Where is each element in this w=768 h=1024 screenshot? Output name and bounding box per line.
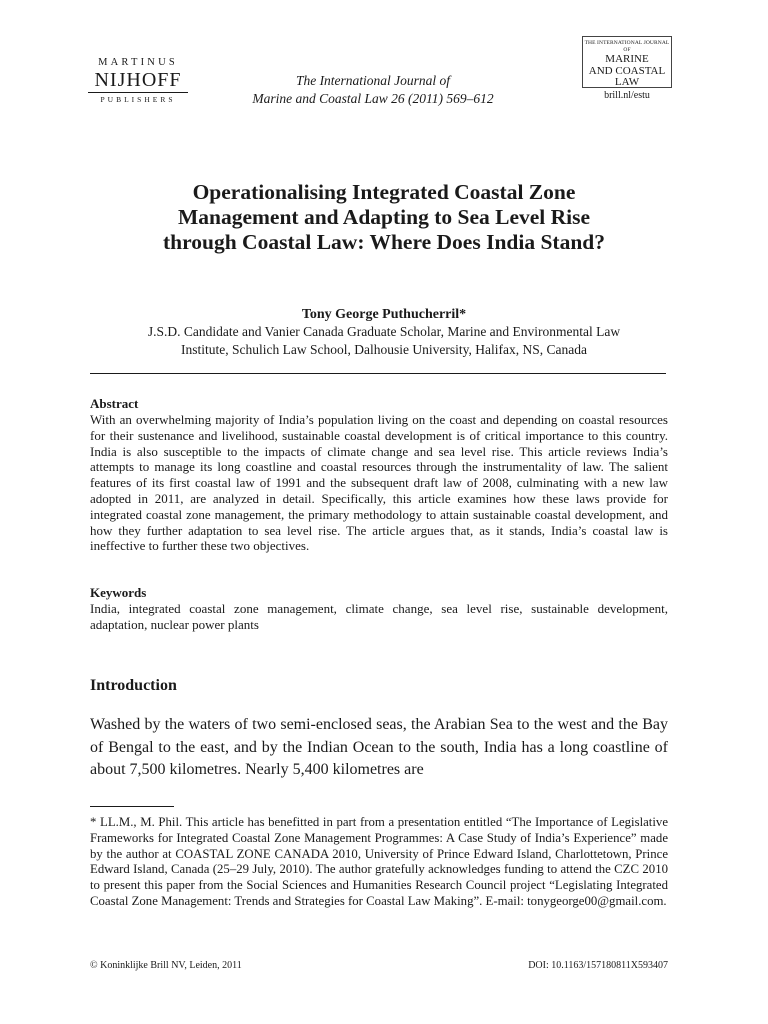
publisher-divider (88, 92, 188, 93)
author-affiliation (96, 323, 672, 359)
title-line3: through Coastal Law: Where Does India Stand? (162, 230, 606, 254)
title-line2: Management and Adapting to Sea Level Rise (177, 205, 591, 229)
introduction-heading: Introduction (90, 677, 177, 694)
affiliation-line2: Institute, Schulich Law School, Dalhousie University, Halifax, NS, Canada (181, 342, 587, 357)
affiliation-line1: J.S.D. Candidate and Vanier Canada Graduate Scholar, Marine and Environmental Law (147, 324, 621, 339)
badge-line1: MARINE (605, 53, 649, 65)
abstract-text: With an overwhelming majority of India’s population living on the coast and depending on coastal resources for their sustenance and livelihood, sustainable coastal development is of critical importance to this country. India is also susceptible to the impacts of climate change and sea level rise. This article reviews India’s attempts to manage its long coastline and coastal resources through the instrumentality of law. The salient features of its first coastal law of 1991 and the subsequent draft law of 2008, culminating with a new law adopted in 2011, are analyzed in detail. Specifically, this article examines how these laws provide for integrated coastal zone management, the primary methodology to attain sustainable coastal development, and how they further adaptation to sea level rise. The article argues that, as it stands, India’s coastal law is ineffective to further these two objectives. (90, 412, 668, 554)
footnote-divider (90, 806, 174, 807)
title-line1: Operationalising Integrated Coastal Zone (192, 180, 576, 204)
journal-header-line1: The International Journal of (295, 73, 451, 88)
badge-top: THE INTERNATIONAL JOURNAL OF (584, 40, 670, 53)
doi-reference[interactable]: DOI: 10.1163/157180811X593407 (528, 960, 668, 971)
keywords-text: India, integrated coastal zone management, climate change, sea level rise, sustainable development, adaptation, nuclear power plants (90, 601, 668, 632)
copyright-notice: © Koninklijke Brill NV, Leiden, 2011 (90, 960, 242, 971)
publisher-line1: MARTINUS (98, 57, 178, 68)
title-divider (90, 373, 666, 374)
journal-url[interactable]: brill.nl/estu (604, 90, 650, 101)
journal-header (200, 72, 546, 108)
publisher-logo (88, 57, 188, 104)
journal-header-line2: Marine and Coastal Law 26 (2011) 569–612 (252, 91, 494, 106)
abstract-heading: Abstract (90, 396, 139, 411)
journal-badge (582, 36, 672, 88)
author-name: Tony George Puthucherril* (301, 307, 467, 322)
keywords-heading: Keywords (90, 585, 147, 600)
badge-line3: LAW (614, 76, 640, 88)
introduction-text: Washed by the waters of two semi-enclosed seas, the Arabian Sea to the west and the Bay of Bengal to the east, and by the Indian Ocean to the south, India has a long coastline of about 7,500 kilometres. Nearly 5,400 kilometres are (90, 716, 668, 778)
publisher-line3: PUBLISHERS (100, 95, 176, 104)
footnote-text: * LL.M., M. Phil. This article has benefitted in part from a presentation entitled “The Importance of Legislative Frameworks for Integrated Coastal Zone Management Programmes: A Case Study of India’s Experience” made by the author at COASTAL ZONE CANADA 2010, University of Prince Edward Island, Charlottetown, Prince Edward Island, Canada (25–29 July, 2010). The author gratefully acknowledges funding to attend the CZC 2010 to present this paper from the Social Sciences and Humanities Research Council project “Legislating Integrated Coastal Zone Management: Trends and Strategies for Coastal Law Making”. E-mail: tonygeorge00@gmail.com. (90, 815, 668, 908)
badge-line2: AND COASTAL (588, 64, 666, 77)
article-title (96, 180, 672, 255)
publisher-line2: NIJHOFF (94, 69, 182, 91)
